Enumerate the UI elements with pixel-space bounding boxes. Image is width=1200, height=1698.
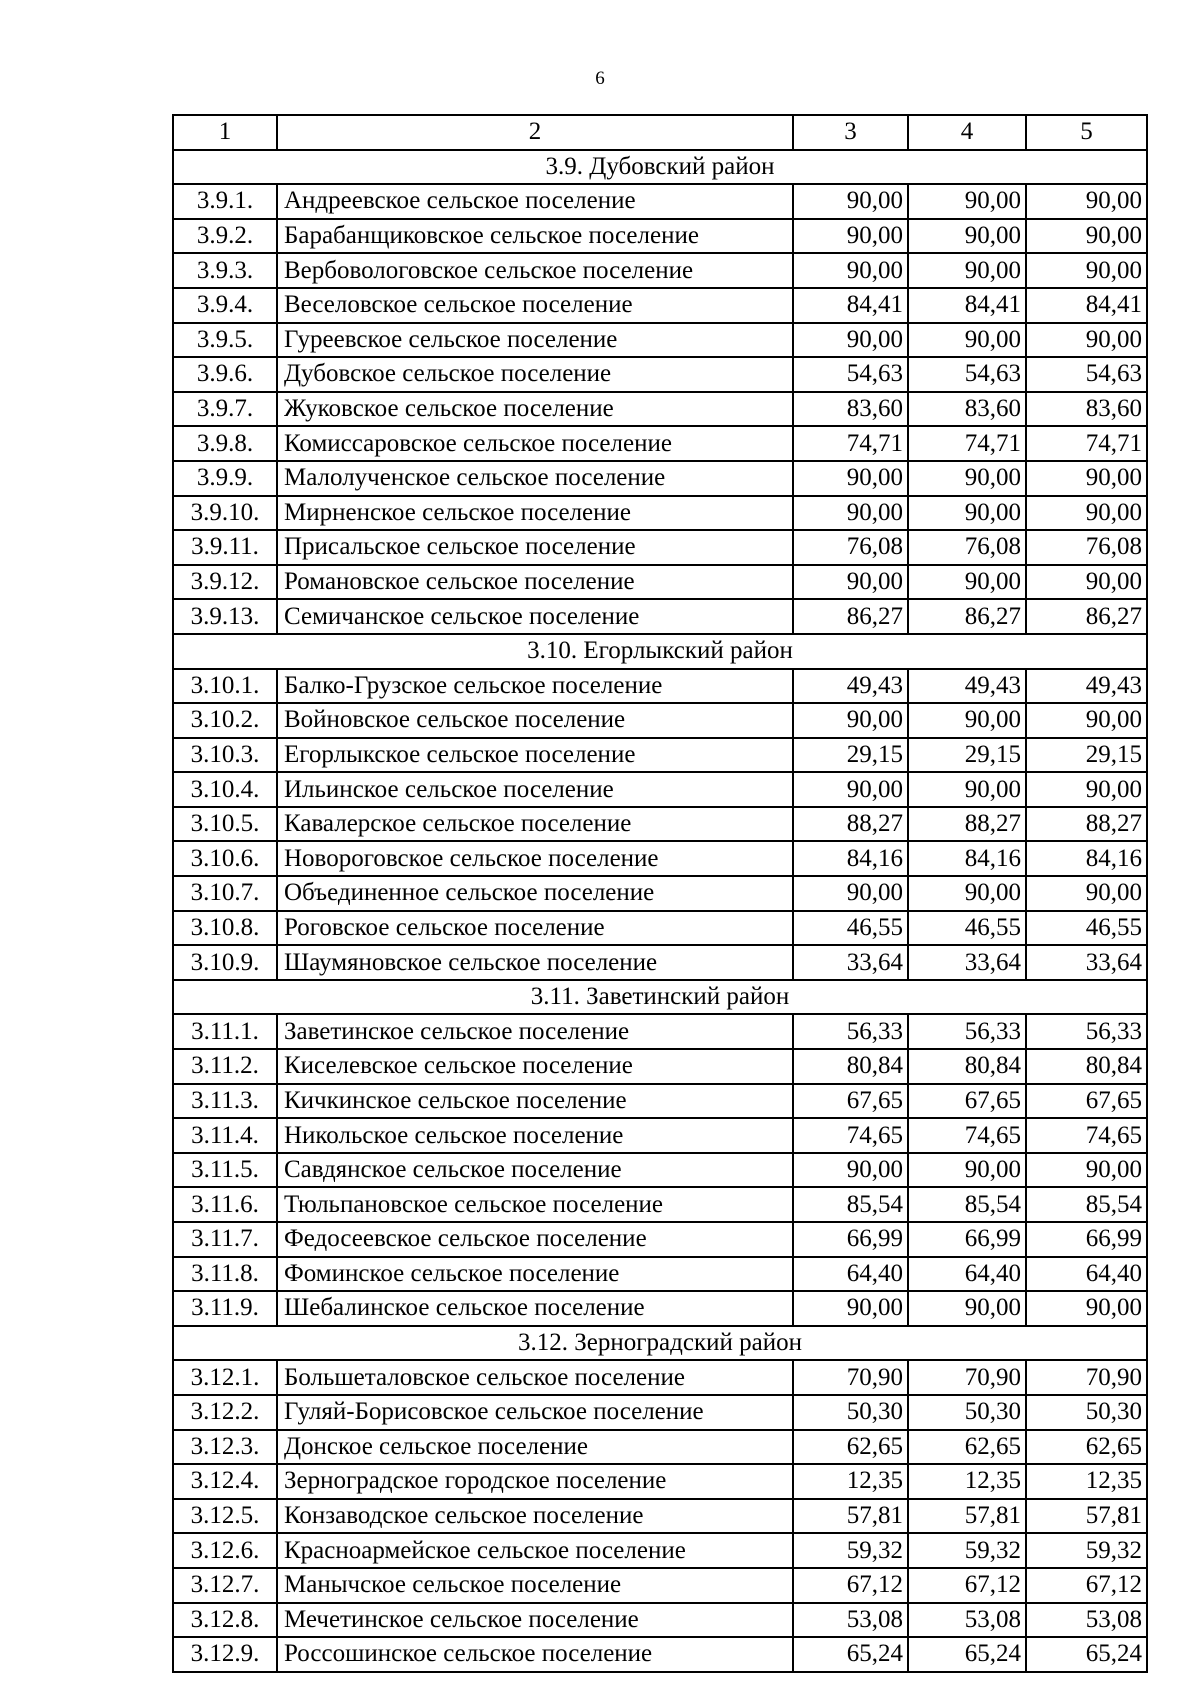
row-number: 3.10.9. [173, 945, 277, 980]
value-col-4: 64,40 [908, 1257, 1026, 1292]
value-col-3: 90,00 [793, 703, 908, 738]
section-title: 3.12. Зерноградский район [173, 1326, 1147, 1361]
table-row [173, 184, 1147, 219]
row-number: 3.9.12. [173, 565, 277, 600]
table-row [173, 1533, 1147, 1568]
value-col-5: 57,81 [1026, 1499, 1147, 1534]
value-col-5: 74,65 [1026, 1118, 1147, 1153]
value-col-5: 46,55 [1026, 911, 1147, 946]
value-col-3: 76,08 [793, 530, 908, 565]
header-row [173, 115, 1147, 150]
row-number: 3.10.5. [173, 807, 277, 842]
settlement-name: Присальское сельское поселение [277, 530, 793, 565]
value-col-4: 67,65 [908, 1084, 1026, 1119]
row-number: 3.9.2. [173, 219, 277, 254]
value-col-5: 59,32 [1026, 1533, 1147, 1568]
value-col-5: 86,27 [1026, 599, 1147, 634]
value-col-5: 64,40 [1026, 1257, 1147, 1292]
row-number: 3.9.1. [173, 184, 277, 219]
settlement-name: Кичкинское сельское поселение [277, 1084, 793, 1119]
settlement-name: Семичанское сельское поселение [277, 599, 793, 634]
row-number: 3.9.7. [173, 392, 277, 427]
row-number: 3.9.10. [173, 496, 277, 531]
settlement-name: Фоминское сельское поселение [277, 1257, 793, 1292]
value-col-3: 33,64 [793, 945, 908, 980]
value-col-3: 90,00 [793, 461, 908, 496]
value-col-3: 90,00 [793, 565, 908, 600]
value-col-5: 49,43 [1026, 669, 1147, 704]
value-col-5: 70,90 [1026, 1360, 1147, 1395]
table-row [173, 738, 1147, 773]
settlement-name: Конзаводское сельское поселение [277, 1499, 793, 1534]
table-row [173, 1049, 1147, 1084]
value-col-3: 74,71 [793, 426, 908, 461]
value-col-3: 74,65 [793, 1118, 908, 1153]
table-row [173, 1014, 1147, 1049]
settlement-name: Дубовское сельское поселение [277, 357, 793, 392]
settlement-name: Комиссаровское сельское поселение [277, 426, 793, 461]
value-col-5: 90,00 [1026, 461, 1147, 496]
value-col-4: 86,27 [908, 599, 1026, 634]
table-row [173, 323, 1147, 358]
value-col-3: 85,54 [793, 1187, 908, 1222]
settlement-name: Жуковское сельское поселение [277, 392, 793, 427]
value-col-5: 85,54 [1026, 1187, 1147, 1222]
value-col-5: 90,00 [1026, 876, 1147, 911]
value-col-5: 74,71 [1026, 426, 1147, 461]
settlement-name: Новороговское сельское поселение [277, 841, 793, 876]
settlement-name: Красноармейское сельское поселение [277, 1533, 793, 1568]
value-col-3: 49,43 [793, 669, 908, 704]
settlement-name: Малолученское сельское поселение [277, 461, 793, 496]
value-col-4: 66,99 [908, 1222, 1026, 1257]
value-col-4: 90,00 [908, 184, 1026, 219]
table-row [173, 392, 1147, 427]
value-col-3: 56,33 [793, 1014, 908, 1049]
value-col-3: 70,90 [793, 1360, 908, 1395]
value-col-4: 90,00 [908, 253, 1026, 288]
settlement-name: Роговское сельское поселение [277, 911, 793, 946]
value-col-4: 29,15 [908, 738, 1026, 773]
value-col-3: 90,00 [793, 876, 908, 911]
value-col-5: 90,00 [1026, 184, 1147, 219]
settlement-name: Вербовологовское сельское поселение [277, 253, 793, 288]
row-number: 3.11.8. [173, 1257, 277, 1292]
row-number: 3.12.7. [173, 1568, 277, 1603]
value-col-3: 46,55 [793, 911, 908, 946]
settlements-table [172, 114, 1148, 1673]
value-col-4: 84,41 [908, 288, 1026, 323]
value-col-3: 12,35 [793, 1464, 908, 1499]
row-number: 3.11.7. [173, 1222, 277, 1257]
row-number: 3.10.8. [173, 911, 277, 946]
value-col-4: 90,00 [908, 1291, 1026, 1326]
settlement-name: Россошинское сельское поселение [277, 1637, 793, 1672]
value-col-5: 80,84 [1026, 1049, 1147, 1084]
header-col-3: 3 [793, 115, 908, 150]
table-row [173, 461, 1147, 496]
row-number: 3.12.6. [173, 1533, 277, 1568]
settlement-name: Савдянское сельское поселение [277, 1153, 793, 1188]
value-col-3: 84,41 [793, 288, 908, 323]
settlement-name: Ильинское сельское поселение [277, 772, 793, 807]
value-col-4: 90,00 [908, 876, 1026, 911]
value-col-5: 65,24 [1026, 1637, 1147, 1672]
value-col-3: 90,00 [793, 772, 908, 807]
row-number: 3.12.8. [173, 1603, 277, 1638]
table-row [173, 703, 1147, 738]
settlement-name: Донское сельское поселение [277, 1430, 793, 1465]
row-number: 3.10.2. [173, 703, 277, 738]
value-col-5: 66,99 [1026, 1222, 1147, 1257]
table-row [173, 1291, 1147, 1326]
value-col-3: 84,16 [793, 841, 908, 876]
settlement-name: Веселовское сельское поселение [277, 288, 793, 323]
value-col-3: 65,24 [793, 1637, 908, 1672]
value-col-5: 67,12 [1026, 1568, 1147, 1603]
section-title: 3.9. Дубовский район [173, 150, 1147, 185]
table-row [173, 357, 1147, 392]
table-row [173, 565, 1147, 600]
value-col-5: 53,08 [1026, 1603, 1147, 1638]
value-col-3: 64,40 [793, 1257, 908, 1292]
settlement-name: Балко-Грузское сельское поселение [277, 669, 793, 704]
value-col-5: 88,27 [1026, 807, 1147, 842]
row-number: 3.11.5. [173, 1153, 277, 1188]
value-col-4: 90,00 [908, 323, 1026, 358]
value-col-4: 90,00 [908, 461, 1026, 496]
table-row [173, 253, 1147, 288]
header-col-1: 1 [173, 115, 277, 150]
table-row [173, 1222, 1147, 1257]
value-col-5: 76,08 [1026, 530, 1147, 565]
row-number: 3.12.9. [173, 1637, 277, 1672]
section-title: 3.10. Егорлыкский район [173, 634, 1147, 669]
settlement-name: Мирненское сельское поселение [277, 496, 793, 531]
settlement-name: Шаумяновское сельское поселение [277, 945, 793, 980]
table-row [173, 1499, 1147, 1534]
row-number: 3.10.1. [173, 669, 277, 704]
section-row [173, 980, 1147, 1015]
value-col-4: 90,00 [908, 1153, 1026, 1188]
value-col-4: 33,64 [908, 945, 1026, 980]
value-col-5: 33,64 [1026, 945, 1147, 980]
value-col-5: 90,00 [1026, 253, 1147, 288]
row-number: 3.10.6. [173, 841, 277, 876]
value-col-4: 83,60 [908, 392, 1026, 427]
section-row [173, 1326, 1147, 1361]
row-number: 3.11.9. [173, 1291, 277, 1326]
table-body [173, 150, 1147, 1672]
row-number: 3.9.8. [173, 426, 277, 461]
section-row [173, 150, 1147, 185]
settlement-name: Зерноградское городское поселение [277, 1464, 793, 1499]
table-row [173, 219, 1147, 254]
value-col-5: 90,00 [1026, 323, 1147, 358]
value-col-5: 84,16 [1026, 841, 1147, 876]
settlement-name: Большеталовское сельское поселение [277, 1360, 793, 1395]
value-col-4: 65,24 [908, 1637, 1026, 1672]
value-col-5: 90,00 [1026, 1153, 1147, 1188]
row-number: 3.9.5. [173, 323, 277, 358]
value-col-3: 90,00 [793, 219, 908, 254]
value-col-3: 90,00 [793, 323, 908, 358]
value-col-4: 54,63 [908, 357, 1026, 392]
value-col-3: 66,99 [793, 1222, 908, 1257]
value-col-4: 46,55 [908, 911, 1026, 946]
row-number: 3.12.2. [173, 1395, 277, 1430]
value-col-3: 67,12 [793, 1568, 908, 1603]
settlement-name: Гуляй-Борисовское сельское поселение [277, 1395, 793, 1430]
value-col-3: 29,15 [793, 738, 908, 773]
table-row [173, 876, 1147, 911]
value-col-4: 90,00 [908, 565, 1026, 600]
page-number: 6 [595, 68, 605, 89]
row-number: 3.12.1. [173, 1360, 277, 1395]
value-col-4: 76,08 [908, 530, 1026, 565]
settlement-name: Никольское сельское поселение [277, 1118, 793, 1153]
value-col-4: 62,65 [908, 1430, 1026, 1465]
value-col-4: 85,54 [908, 1187, 1026, 1222]
settlement-name: Тюльпановское сельское поселение [277, 1187, 793, 1222]
value-col-5: 67,65 [1026, 1084, 1147, 1119]
settlement-name: Барабанщиковское сельское поселение [277, 219, 793, 254]
value-col-3: 86,27 [793, 599, 908, 634]
table-row [173, 530, 1147, 565]
value-col-4: 88,27 [908, 807, 1026, 842]
value-col-5: 12,35 [1026, 1464, 1147, 1499]
row-number: 3.11.2. [173, 1049, 277, 1084]
settlement-name: Войновское сельское поселение [277, 703, 793, 738]
value-col-4: 53,08 [908, 1603, 1026, 1638]
row-number: 3.9.13. [173, 599, 277, 634]
value-col-3: 62,65 [793, 1430, 908, 1465]
value-col-5: 90,00 [1026, 219, 1147, 254]
value-col-3: 83,60 [793, 392, 908, 427]
settlement-name: Федосеевское сельское поселение [277, 1222, 793, 1257]
table-row [173, 288, 1147, 323]
value-col-5: 50,30 [1026, 1395, 1147, 1430]
value-col-3: 90,00 [793, 1153, 908, 1188]
settlement-name: Гуреевское сельское поселение [277, 323, 793, 358]
table-row [173, 669, 1147, 704]
table-row [173, 911, 1147, 946]
table-row [173, 1603, 1147, 1638]
row-number: 3.9.3. [173, 253, 277, 288]
value-col-3: 90,00 [793, 1291, 908, 1326]
table-row [173, 807, 1147, 842]
settlement-name: Манычское сельское поселение [277, 1568, 793, 1603]
value-col-3: 90,00 [793, 496, 908, 531]
value-col-5: 90,00 [1026, 1291, 1147, 1326]
header-col-5: 5 [1026, 115, 1147, 150]
table-row [173, 1153, 1147, 1188]
value-col-4: 57,81 [908, 1499, 1026, 1534]
value-col-4: 56,33 [908, 1014, 1026, 1049]
row-number: 3.10.4. [173, 772, 277, 807]
row-number: 3.9.6. [173, 357, 277, 392]
value-col-5: 56,33 [1026, 1014, 1147, 1049]
data-table-wrapper [172, 114, 1148, 1673]
value-col-4: 74,71 [908, 426, 1026, 461]
value-col-4: 74,65 [908, 1118, 1026, 1153]
value-col-3: 88,27 [793, 807, 908, 842]
value-col-5: 90,00 [1026, 772, 1147, 807]
table-row [173, 1637, 1147, 1672]
table-row [173, 599, 1147, 634]
section-title: 3.11. Заветинский район [173, 980, 1147, 1015]
settlement-name: Романовское сельское поселение [277, 565, 793, 600]
settlement-name: Кавалерское сельское поселение [277, 807, 793, 842]
value-col-4: 90,00 [908, 772, 1026, 807]
table-row [173, 496, 1147, 531]
value-col-3: 54,63 [793, 357, 908, 392]
value-col-5: 29,15 [1026, 738, 1147, 773]
value-col-4: 67,12 [908, 1568, 1026, 1603]
value-col-3: 90,00 [793, 184, 908, 219]
value-col-3: 80,84 [793, 1049, 908, 1084]
row-number: 3.10.3. [173, 738, 277, 773]
table-row [173, 426, 1147, 461]
table-row [173, 772, 1147, 807]
table-row [173, 1118, 1147, 1153]
value-col-4: 59,32 [908, 1533, 1026, 1568]
value-col-3: 57,81 [793, 1499, 908, 1534]
value-col-3: 67,65 [793, 1084, 908, 1119]
row-number: 3.9.4. [173, 288, 277, 323]
value-col-4: 49,43 [908, 669, 1026, 704]
row-number: 3.11.4. [173, 1118, 277, 1153]
value-col-3: 59,32 [793, 1533, 908, 1568]
table-row [173, 1430, 1147, 1465]
header-col-2: 2 [277, 115, 793, 150]
settlement-name: Киселевское сельское поселение [277, 1049, 793, 1084]
value-col-3: 50,30 [793, 1395, 908, 1430]
value-col-4: 12,35 [908, 1464, 1026, 1499]
value-col-5: 62,65 [1026, 1430, 1147, 1465]
row-number: 3.9.9. [173, 461, 277, 496]
value-col-5: 84,41 [1026, 288, 1147, 323]
value-col-5: 83,60 [1026, 392, 1147, 427]
settlement-name: Егорлыкское сельское поселение [277, 738, 793, 773]
value-col-4: 80,84 [908, 1049, 1026, 1084]
row-number: 3.12.3. [173, 1430, 277, 1465]
value-col-5: 90,00 [1026, 703, 1147, 738]
table-row [173, 1084, 1147, 1119]
settlement-name: Мечетинское сельское поселение [277, 1603, 793, 1638]
value-col-5: 90,00 [1026, 496, 1147, 531]
table-row [173, 1395, 1147, 1430]
value-col-5: 90,00 [1026, 565, 1147, 600]
settlement-name: Объединенное сельское поселение [277, 876, 793, 911]
value-col-5: 54,63 [1026, 357, 1147, 392]
value-col-4: 50,30 [908, 1395, 1026, 1430]
table-row [173, 1187, 1147, 1222]
value-col-4: 90,00 [908, 703, 1026, 738]
value-col-3: 90,00 [793, 253, 908, 288]
table-row [173, 1360, 1147, 1395]
settlement-name: Шебалинское сельское поселение [277, 1291, 793, 1326]
table-row [173, 1257, 1147, 1292]
row-number: 3.12.4. [173, 1464, 277, 1499]
table-row [173, 945, 1147, 980]
row-number: 3.10.7. [173, 876, 277, 911]
row-number: 3.12.5. [173, 1499, 277, 1534]
table-row [173, 1464, 1147, 1499]
value-col-4: 84,16 [908, 841, 1026, 876]
header-col-4: 4 [908, 115, 1026, 150]
row-number: 3.9.11. [173, 530, 277, 565]
table-row [173, 841, 1147, 876]
row-number: 3.11.3. [173, 1084, 277, 1119]
value-col-4: 70,90 [908, 1360, 1026, 1395]
value-col-4: 90,00 [908, 219, 1026, 254]
value-col-3: 53,08 [793, 1603, 908, 1638]
value-col-4: 90,00 [908, 496, 1026, 531]
table-row [173, 1568, 1147, 1603]
row-number: 3.11.1. [173, 1014, 277, 1049]
section-row [173, 634, 1147, 669]
settlement-name: Заветинское сельское поселение [277, 1014, 793, 1049]
row-number: 3.11.6. [173, 1187, 277, 1222]
settlement-name: Андреевское сельское поселение [277, 184, 793, 219]
